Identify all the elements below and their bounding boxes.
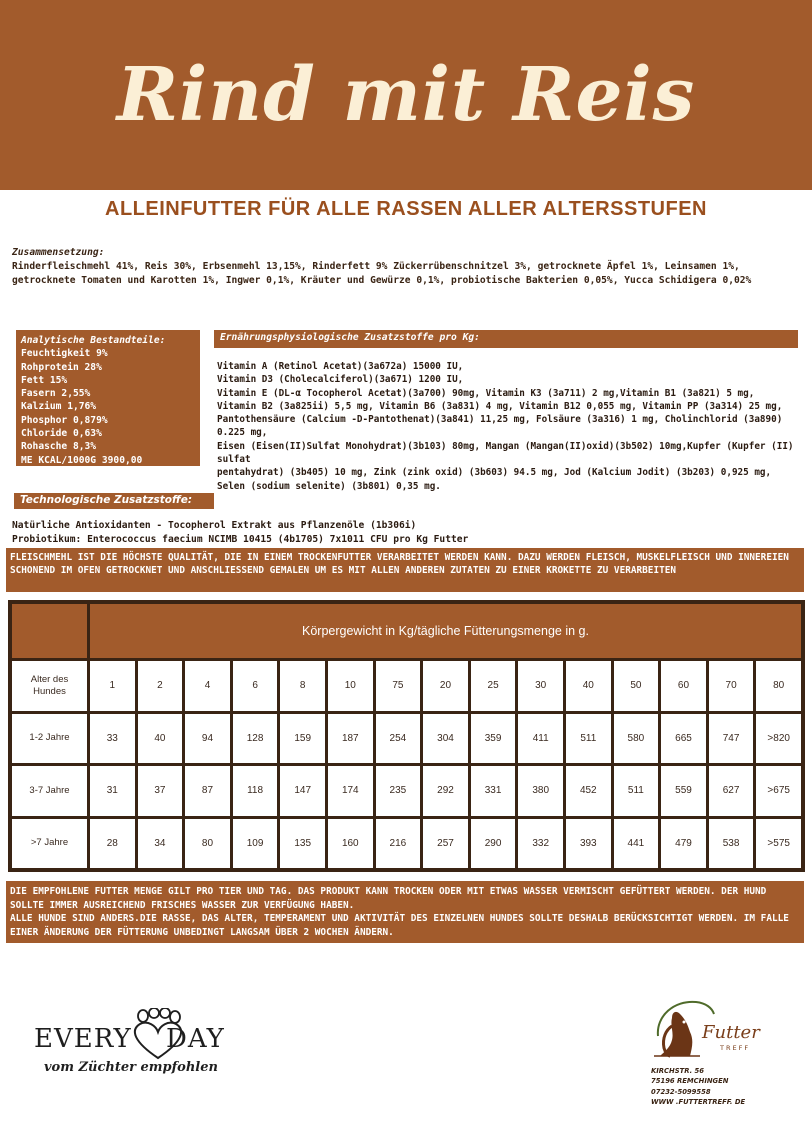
technological-list <box>12 519 802 547</box>
logo-word-left: EVERY <box>34 1024 132 1054</box>
amount-cell: 511 <box>566 714 611 764</box>
amount-cell: 393 <box>566 819 611 869</box>
amount-cell: 380 <box>518 766 563 816</box>
analytic-item: Fett 15% <box>21 374 68 386</box>
amount-cell: 147 <box>280 766 325 816</box>
vitamin-line: Vitamin D3 (Cholecalciferol)(3a671) 1200 IU, <box>217 374 464 386</box>
weight-cell: 70 <box>709 661 754 711</box>
amount-cell: 160 <box>328 819 373 869</box>
amount-cell: 331 <box>471 766 516 816</box>
weight-cell: 80 <box>756 661 801 711</box>
quality-note: FLEISCHMEHL IST DIE HÖCHSTE QUALITÄT, DIE IN EINEM TROCKENFUTTER VERARBEITET WERDEN KANN. DAZU WERDEN FLEISCH, MUSKELFLEISCH UND INNEREIEN SCHONEND IM OFEN GETROCKNET UND ANSCHLIESSEND GEMALEN UM ES MIT ALLEN ANDEREN ZUTATEN ZU EINER KROKETTE ZU VERARBEITEN <box>6 548 804 592</box>
amount-cell: 33 <box>90 714 135 764</box>
address-line: KIRCHSTR. 56 <box>651 1067 705 1075</box>
amount-cell: 257 <box>423 819 468 869</box>
address-website[interactable]: WWW .FUTTERTREFF. DE <box>651 1097 746 1106</box>
amount-cell: 159 <box>280 714 325 764</box>
vitamins-header: Ernährungsphysiologische Zusatzstoffe pro Kg: <box>214 330 798 348</box>
amount-cell: 441 <box>614 819 659 869</box>
amount-cell: >575 <box>756 819 801 869</box>
amount-cell: 28 <box>90 819 135 869</box>
amount-cell: 40 <box>138 714 183 764</box>
weight-cell: 4 <box>185 661 230 711</box>
feeding-table <box>8 600 805 872</box>
weight-cell: 50 <box>614 661 659 711</box>
amount-cell: 627 <box>709 766 754 816</box>
amount-cell: >675 <box>756 766 801 816</box>
amount-cell: 511 <box>614 766 659 816</box>
analytic-item: Phosphor 0,879% <box>21 414 108 426</box>
address-line: 75196 REMCHINGEN <box>651 1077 729 1086</box>
page-subtitle: ALLEINFUTTER FÜR ALLE RASSEN ALLER ALTERSSTUFEN <box>105 198 707 220</box>
vitamin-line: Pantothensäure (Calcium -D-Pantothenat)(3a841) 11,25 mg, Folsäure (3a316) 1 mg, Cholinchlorid (3a890) 0.225 mg, <box>217 414 783 439</box>
amount-cell: 292 <box>423 766 468 816</box>
vitamin-line: Vitamin E (DL-α Tocopherol Acetat)(3a700) 90mg, Vitamin K3 (3a711) 2 mg,Vitamin B1 (3a821) 5 mg, <box>217 387 755 399</box>
shop-address <box>651 1066 801 1107</box>
analytic-item: Rohasche 8,3% <box>21 441 97 453</box>
vitamin-line: Vitamin B2 (3a825ii) 5,5 mg, Vitamin B6 (3a831) 4 mg, Vitamin B12 0,055 mg, Vitamin PP (3a314) 25 mg, <box>217 400 783 412</box>
amount-cell: 304 <box>423 714 468 764</box>
amount-cell: 174 <box>328 766 373 816</box>
amount-cell: 31 <box>90 766 135 816</box>
analytic-item: Fasern 2,55% <box>21 388 91 400</box>
analytic-item: Chloride 0,63% <box>21 428 102 440</box>
amount-cell: 290 <box>471 819 516 869</box>
vitamin-line: Selen (sodium selenite) (3b801) 0,35 mg. <box>217 480 441 492</box>
weight-cell: 25 <box>471 661 516 711</box>
amount-cell: 94 <box>185 714 230 764</box>
logo-word-right: DAY <box>166 1024 225 1054</box>
weight-cell: 6 <box>233 661 278 711</box>
amount-cell: 109 <box>233 819 278 869</box>
amount-cell: 580 <box>614 714 659 764</box>
weight-cell: 75 <box>376 661 421 711</box>
amount-cell: 118 <box>233 766 278 816</box>
header-banner <box>0 0 812 190</box>
row-label: 1-2 Jahre <box>12 714 87 764</box>
amount-cell: 187 <box>328 714 373 764</box>
age-label: Alter des Hundes <box>12 661 87 711</box>
weight-cell: 2 <box>138 661 183 711</box>
feeding-note <box>6 881 804 943</box>
analytic-item: Kalzium 1,76% <box>21 401 97 413</box>
feeding-note-para: DIE EMPFOHLENE FUTTER MENGE GILT PRO TIER UND TAG. DAS PRODUKT KANN TROCKEN ODER MIT ETWAS WASSER VERMISCHT GEFÜTTERT WERDEN. DER HUND SOLLTE IMMER AUSREICHEND FRISCHES WASSER ZUR VERFÜGUNG HABEN. <box>10 886 767 911</box>
analytic-box <box>16 330 200 466</box>
amount-cell: 332 <box>518 819 563 869</box>
logo-futter-word: Futter <box>702 1022 760 1043</box>
vitamin-line: Vitamin A (Retinol Acetat)(3a672a) 15000 IU, <box>217 361 464 372</box>
vitamins-list <box>217 360 802 493</box>
analytic-item: ME KCAL/1000G 3900,00 <box>21 454 143 466</box>
weight-cell: 40 <box>566 661 611 711</box>
analytic-label: Analytische Bestandteile: <box>21 335 166 346</box>
amount-cell: 128 <box>233 714 278 764</box>
everyday-logo <box>34 1008 226 1080</box>
amount-cell: 452 <box>566 766 611 816</box>
amount-cell: 34 <box>138 819 183 869</box>
weight-cell: 30 <box>518 661 563 711</box>
feeding-note-para: ALLE HUNDE SIND ANDERS.DIE RASSE, DAS ALTER, TEMPERAMENT UND AKTIVITÄT DES EINZELNEN HUNDES SOLLTE DESHALB BERÜCKSICHTIGT WERDEN. IM FALLE EINER ÄNDERUNG DER FÜTTERUNG UNBEDINGT LANGSAM ÜBER 2 WOCHEN ÄNDERN. <box>10 913 789 938</box>
amount-cell: >820 <box>756 714 801 764</box>
amount-cell: 135 <box>280 819 325 869</box>
amount-cell: 559 <box>661 766 706 816</box>
weight-cell: 20 <box>423 661 468 711</box>
vitamin-line: Eisen (Eisen(II)Sulfat Monohydrat)(3b103) 80mg, Mangan (Mangan(II)oxid)(3b502) 10mg,Kupfer (Kupfer (II) sulfat <box>217 440 794 466</box>
logo-treff-word: TREFF <box>720 1044 751 1052</box>
amount-cell: 216 <box>376 819 421 869</box>
brand-tagline: vom Züchter empfohlen <box>44 1060 218 1075</box>
amount-cell: 359 <box>471 714 516 764</box>
weight-cell: 1 <box>90 661 135 711</box>
composition-label: Zusammensetzung: <box>12 247 105 258</box>
analytic-item: Feuchtigkeit 9% <box>21 348 108 360</box>
analytic-item: Rohprotein 28% <box>21 361 102 373</box>
weight-cell: 60 <box>661 661 706 711</box>
amount-cell: 235 <box>376 766 421 816</box>
weight-cell: 8 <box>280 661 325 711</box>
amount-cell: 80 <box>185 819 230 869</box>
amount-cell: 411 <box>518 714 563 764</box>
technological-header: Technologische Zusatzstoffe: <box>14 493 214 509</box>
futter-treff-logo <box>650 996 770 1062</box>
technological-line: Natürliche Antioxidanten - Tocopherol Extrakt aus Pflanzenöle (1b306i) <box>12 520 417 531</box>
amount-cell: 479 <box>661 819 706 869</box>
amount-cell: 747 <box>709 714 754 764</box>
amount-cell: 87 <box>185 766 230 816</box>
row-label: 3-7 Jahre <box>12 766 87 816</box>
address-phone: 07232-5099558 <box>651 1087 711 1096</box>
page-title: Rind mit Reis <box>116 52 696 138</box>
technological-line: Probiotikum: Enterococcus faecium NCIMB 10415 (4b1705) 7x1011 CFU pro Kg Futter <box>12 534 469 545</box>
amount-cell: 254 <box>376 714 421 764</box>
amount-cell: 538 <box>709 819 754 869</box>
table-corner <box>12 604 87 658</box>
composition-section <box>12 246 807 288</box>
row-label: >7 Jahre <box>12 819 87 869</box>
amount-cell: 37 <box>138 766 183 816</box>
weight-cell: 10 <box>328 661 373 711</box>
amount-cell: 665 <box>661 714 706 764</box>
vitamin-line: pentahydrat) (3b405) 10 mg, Zink (zink oxid) (3b603) 94.5 mg, Jod (Kalcium Jodit) (3b203) 0,925 mg, <box>217 467 772 479</box>
table-header: Körpergewicht in Kg/tägliche Fütterungsmenge in g. <box>90 604 801 658</box>
composition-text: Rinderfleischmehl 41%, Reis 30%, Erbsenmehl 13,15%, Rinderfett 9% Zückerrübenschnitzel 3%, getrocknete Äpfel 1%, Leinsamen 1%, getrocknete Tomaten und Karotten 1%, Ingwer 0,1%, Kräuter und Gewürze 0,1%, probiotische Bakterien 0,05%, Yucca Schidigera 0,02% <box>12 261 752 286</box>
